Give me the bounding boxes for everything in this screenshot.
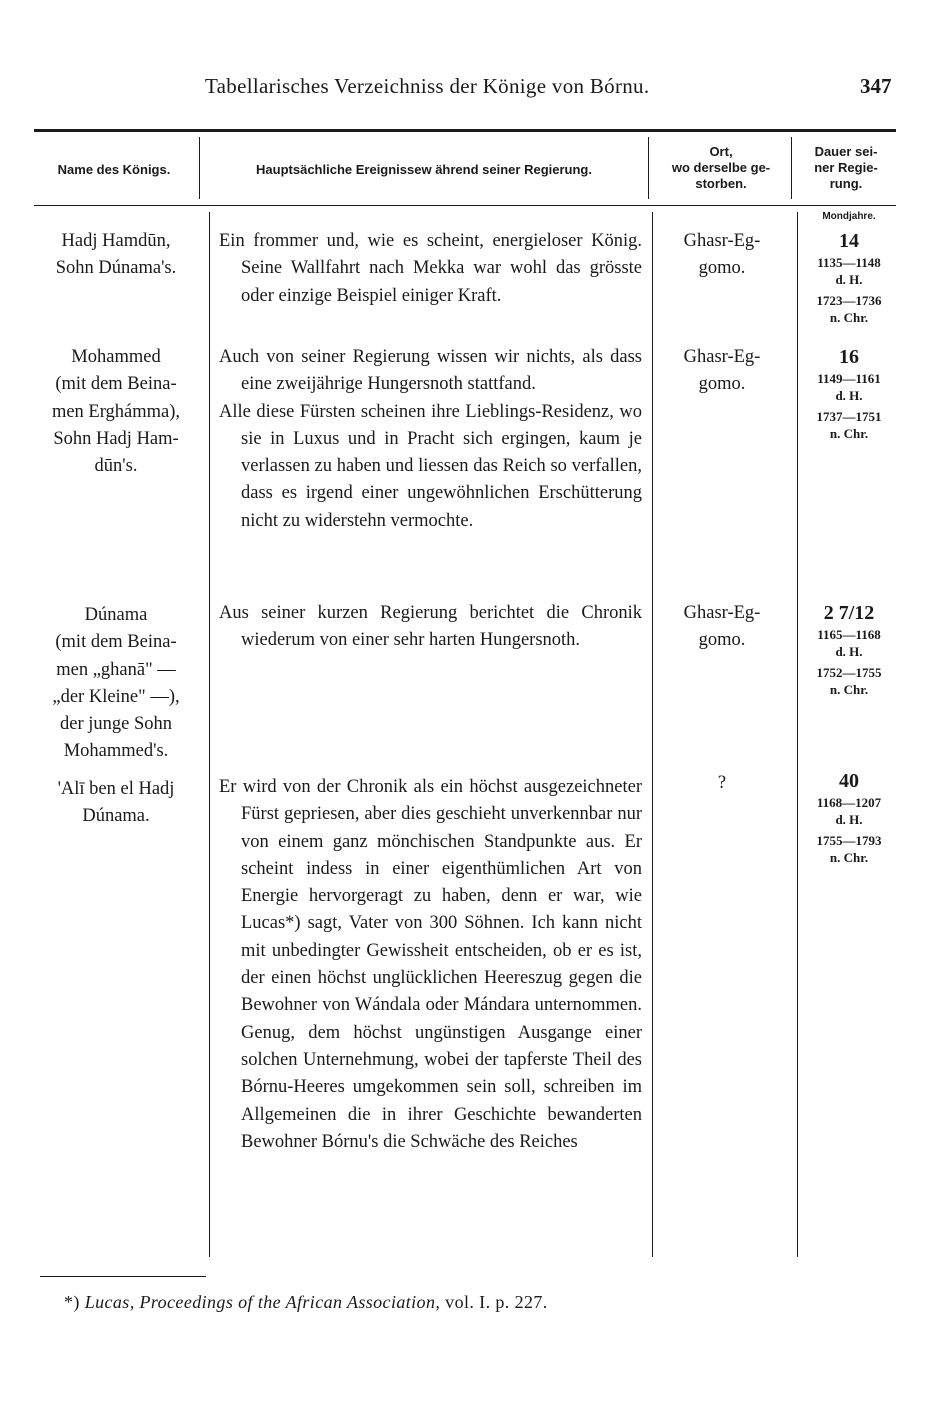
king-name: Mohammed (mit dem Beina- men Erghámma), Sohn Hadj Ham- dūn's. bbox=[51, 347, 181, 477]
king-name: Dúnama (mit dem Beina- men „ghanā" — „der Kleine" —), der junge Sohn Mohammed's. bbox=[52, 605, 180, 762]
column-divider bbox=[209, 212, 210, 1257]
column-divider bbox=[791, 137, 792, 199]
table-header-rule bbox=[34, 205, 896, 206]
footnote-author: Lucas, bbox=[84, 1292, 135, 1312]
king-name: 'Alī ben el Hadj Dúnama. bbox=[57, 779, 175, 827]
running-title: Tabellarisches Verzeichniss der Könige von Bórnu. bbox=[205, 74, 650, 98]
reign-events: Auch von seiner Regierung wissen wir nichts, als dass eine zweijährige Hungersnoth stattfand. Alle diese Fürsten scheinen ihre Lieblings-Residenz, wo sie in Luxus und in Pracht sich ergingen, kaum je verlassen zu haben und liessen das Reich so verfallen, dass es irgend einer ungewöhnlichen Erschütterung nicht zu widerstehn vermochte. bbox=[219, 347, 642, 531]
death-place: Ghasr-Eg- gomo. bbox=[683, 347, 761, 395]
death-place: Ghasr-Eg- gomo. bbox=[683, 603, 761, 651]
footnote-reference: vol. I. p. 227. bbox=[445, 1292, 548, 1312]
page-number: 347 bbox=[860, 74, 892, 98]
reign-duration: 16 1149—1161 d. H. 1737—1751 n. Chr. bbox=[816, 346, 882, 441]
table-top-rule bbox=[34, 129, 896, 132]
reign-events: Aus seiner kurzen Regierung berichtet die Chronik wiederum von einer sehr harten Hungersnoth. bbox=[219, 603, 642, 651]
reign-duration: 40 1168—1207 d. H. 1755—1793 n. Chr. bbox=[816, 770, 882, 865]
king-name: Hadj Hamdūn, Sohn Dúnama's. bbox=[55, 231, 177, 279]
reign-events: Er wird von der Chronik als ein höchst ausgezeichneter Fürst gepriesen, aber dies geschieht unverkennbar nur von einem ganz mönchischen Standpunkte aus. Er scheint indess in einer eigenthümlichen Art von Energie hervorgeragt zu haben, denn er war, wie Lucas*) sagt, Vater von 300 Söhnen. Ich kann nicht mit unbedingter Gewissheit entscheiden, ob er es ist, der einen höchst unglücklichen Heereszug gegen die Bewohner von Wándala oder Mándara unternommen. Genug, dem höchst ungünstigen Ausgange einer solchen Unternehmung, wobei der tapferste Theil des Bórnu-Heeres umgekommen sein soll, schreiben im Allgemeinen die in ihrer Geschichte bewanderten Bewohner Bórnu's die Schwäche des Reiches bbox=[219, 777, 642, 1152]
column-divider bbox=[199, 137, 200, 199]
footnote-rule bbox=[40, 1276, 206, 1277]
column-header-events: Hauptsächliche Ereignissew ährend seiner Regierung. bbox=[256, 162, 592, 177]
column-header-duration: Dauer sei- ner Regie- rung. bbox=[814, 144, 878, 191]
column-header-name: Name des Königs. bbox=[57, 162, 171, 177]
running-head bbox=[0, 74, 930, 104]
duration-unit-label: Mondjahre. bbox=[822, 211, 876, 222]
footnote-work: Proceedings of the African Association, bbox=[139, 1292, 441, 1312]
column-header-place: Ort, wo derselbe ge- storben. bbox=[671, 144, 771, 191]
death-place: Ghasr-Eg- gomo. bbox=[683, 231, 761, 279]
reign-duration: 2 7/12 1165—1168 d. H. 1752—1755 n. Chr. bbox=[816, 602, 882, 697]
footnote-marker: *) bbox=[64, 1292, 80, 1312]
footnote bbox=[64, 1292, 548, 1313]
reign-events: Ein frommer und, wie es scheint, energieloser König. Seine Wallfahrt nach Mekka war wohl das grösste oder einzige Beispiel einiger Kraft. bbox=[219, 231, 642, 306]
column-divider bbox=[648, 137, 649, 199]
death-place: ? bbox=[717, 773, 727, 793]
reign-duration: 14 1135—1148 d. H. 1723—1736 n. Chr. bbox=[816, 230, 882, 325]
